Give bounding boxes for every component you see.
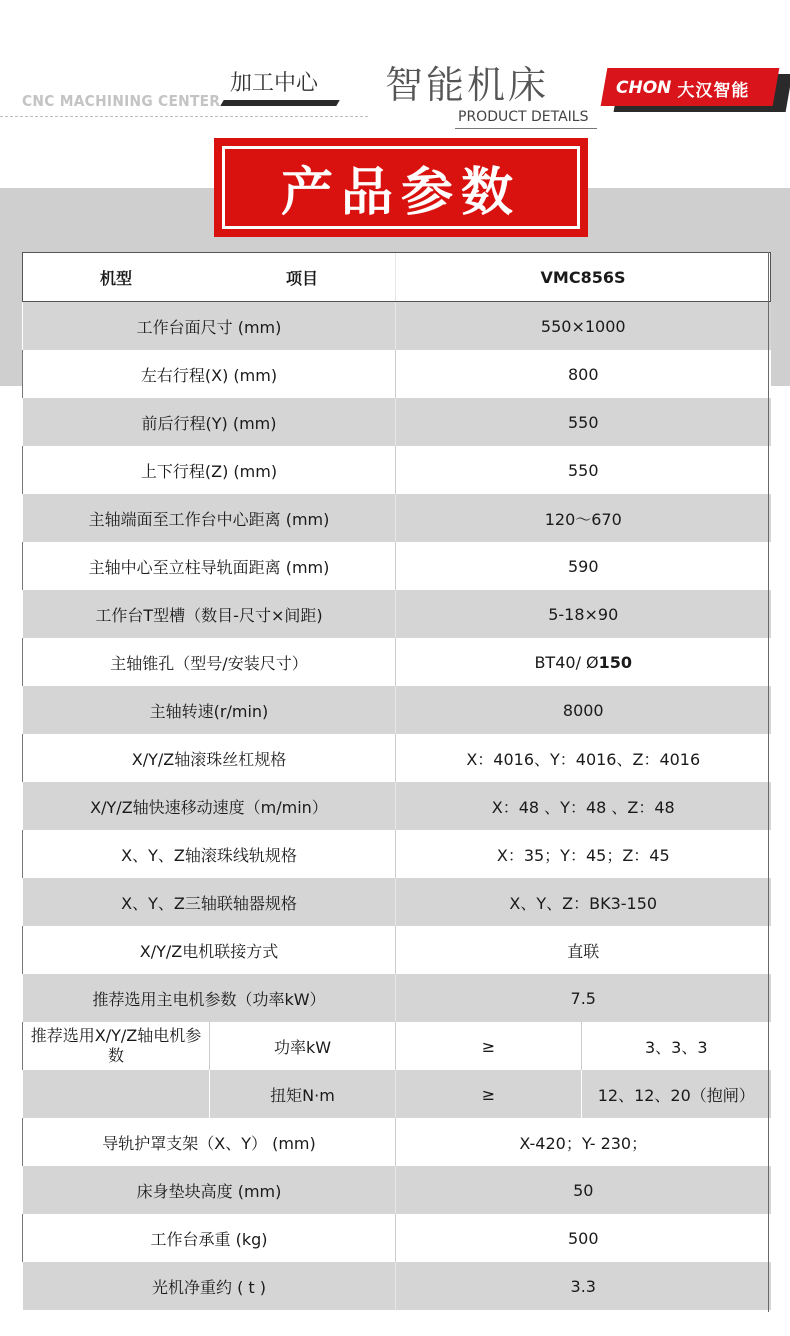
- row-label: X/Y/Z轴快速移动速度（m/min）: [23, 782, 396, 830]
- row-label: 光机净重约 ( t ): [23, 1262, 396, 1310]
- header-en-right: PRODUCT DETAILS: [458, 109, 589, 125]
- row-label: 主轴中心至立柱导轨面距离 (mm): [23, 542, 396, 590]
- table-row: [23, 350, 771, 398]
- header-accent-bar: [220, 100, 339, 106]
- row-value: [396, 638, 771, 686]
- header-underline: [455, 128, 597, 129]
- header-dashed-rule: [0, 116, 368, 117]
- row-value: 3.3: [396, 1262, 771, 1310]
- row-label: X/Y/Z轴滚珠丝杠规格: [23, 734, 396, 782]
- row-label: 推荐选用主电机参数（功率kW）: [23, 974, 396, 1022]
- row-label: 主轴转速(r/min): [23, 686, 396, 734]
- row-value: 7.5: [396, 974, 771, 1022]
- row-label: 主轴锥孔（型号/安装尺寸）: [23, 638, 396, 686]
- row-label: 左右行程(X) (mm): [23, 350, 396, 398]
- header-cn-sub: 加工中心: [230, 71, 319, 96]
- motor-group-empty: [23, 1070, 210, 1118]
- table-row: [23, 1262, 771, 1310]
- row-value: 550: [396, 446, 771, 494]
- table-row: [23, 302, 771, 351]
- row-value: X：4016、Y：4016、Z：4016: [396, 734, 771, 782]
- section-title-box: [214, 138, 588, 237]
- spec-table: [22, 252, 771, 1310]
- table-row-motor-torque: [23, 1070, 771, 1118]
- section-title: 产品参数: [280, 163, 521, 223]
- row-value: X-420；Y- 230；: [396, 1118, 771, 1166]
- motor-group-label: 推荐选用X/Y/Z轴电机参数: [23, 1022, 210, 1070]
- row-value: 8000: [396, 686, 771, 734]
- row-value: 120～670: [396, 494, 771, 542]
- row-label: 工作台面尺寸 (mm): [23, 302, 396, 351]
- header-model-value: VMC856S: [396, 253, 771, 302]
- header-cell-item: [23, 253, 396, 302]
- row-value: 550: [396, 398, 771, 446]
- row-label: 主轴端面至工作台中心距离 (mm): [23, 494, 396, 542]
- row-value: 5-18×90: [396, 590, 771, 638]
- table-row: [23, 1214, 771, 1262]
- table-right-border: [768, 252, 769, 1312]
- motor-power-symbol: ≥: [396, 1022, 582, 1070]
- table-row: [23, 782, 771, 830]
- row-value: 500: [396, 1214, 771, 1262]
- motor-torque-value: 12、12、20（抱闸）: [582, 1070, 771, 1118]
- table-row: [23, 1118, 771, 1166]
- row-value: X、Y、Z：BK3-150: [396, 878, 771, 926]
- row-label: X、Y、Z轴滚珠线轨规格: [23, 830, 396, 878]
- table-row: [23, 638, 771, 686]
- motor-torque-label: 扭矩N·m: [210, 1070, 396, 1118]
- header-model-label: 机型: [99, 268, 132, 288]
- row-value: X：48 、Y：48 、Z：48: [396, 782, 771, 830]
- section-title-frame: [222, 146, 580, 229]
- table-row-motor-power: [23, 1022, 771, 1070]
- row-value: 590: [396, 542, 771, 590]
- table-row: [23, 734, 771, 782]
- header-item-label: 项目: [285, 268, 318, 288]
- motor-torque-symbol: ≥: [396, 1070, 582, 1118]
- brand-name: 大汉智能: [677, 80, 750, 101]
- table-row: [23, 398, 771, 446]
- row-label: 前后行程(Y) (mm): [23, 398, 396, 446]
- brand-logo-mark: CHON: [616, 78, 672, 98]
- motor-power-value: 3、3、3: [582, 1022, 771, 1070]
- table-row: [23, 878, 771, 926]
- table-row: [23, 446, 771, 494]
- row-value: 550×1000: [396, 302, 771, 351]
- table-row: [23, 830, 771, 878]
- row-value: X：35；Y：45；Z：45: [396, 830, 771, 878]
- row-label: X、Y、Z三轴联轴器规格: [23, 878, 396, 926]
- table-row: [23, 1166, 771, 1214]
- row-label: 导轨护罩支架（X、Y） (mm): [23, 1118, 396, 1166]
- row-value: 50: [396, 1166, 771, 1214]
- brand-logo: [616, 74, 749, 102]
- row-label: 床身垫块高度 (mm): [23, 1166, 396, 1214]
- row-value: 800: [396, 350, 771, 398]
- row-label: X/Y/Z电机联接方式: [23, 926, 396, 974]
- table-row: [23, 686, 771, 734]
- row-label: 工作台承重 (kg): [23, 1214, 396, 1262]
- table-row: [23, 974, 771, 1022]
- row-value: 直联: [396, 926, 771, 974]
- motor-power-label: 功率kW: [210, 1022, 396, 1070]
- row-value-part: BT40/ Ø: [534, 652, 599, 672]
- table-row: [23, 542, 771, 590]
- row-label: 上下行程(Z) (mm): [23, 446, 396, 494]
- table-row: [23, 926, 771, 974]
- header-cn-main: 智能机床: [385, 63, 550, 107]
- table-header-row: [23, 253, 771, 302]
- row-label: 工作台T型槽（数目-尺寸×间距): [23, 590, 396, 638]
- header-en-left: CNC MACHINING CENTER: [22, 92, 221, 110]
- row-value-bold: 150: [598, 652, 633, 672]
- table-row: [23, 494, 771, 542]
- table-row: [23, 590, 771, 638]
